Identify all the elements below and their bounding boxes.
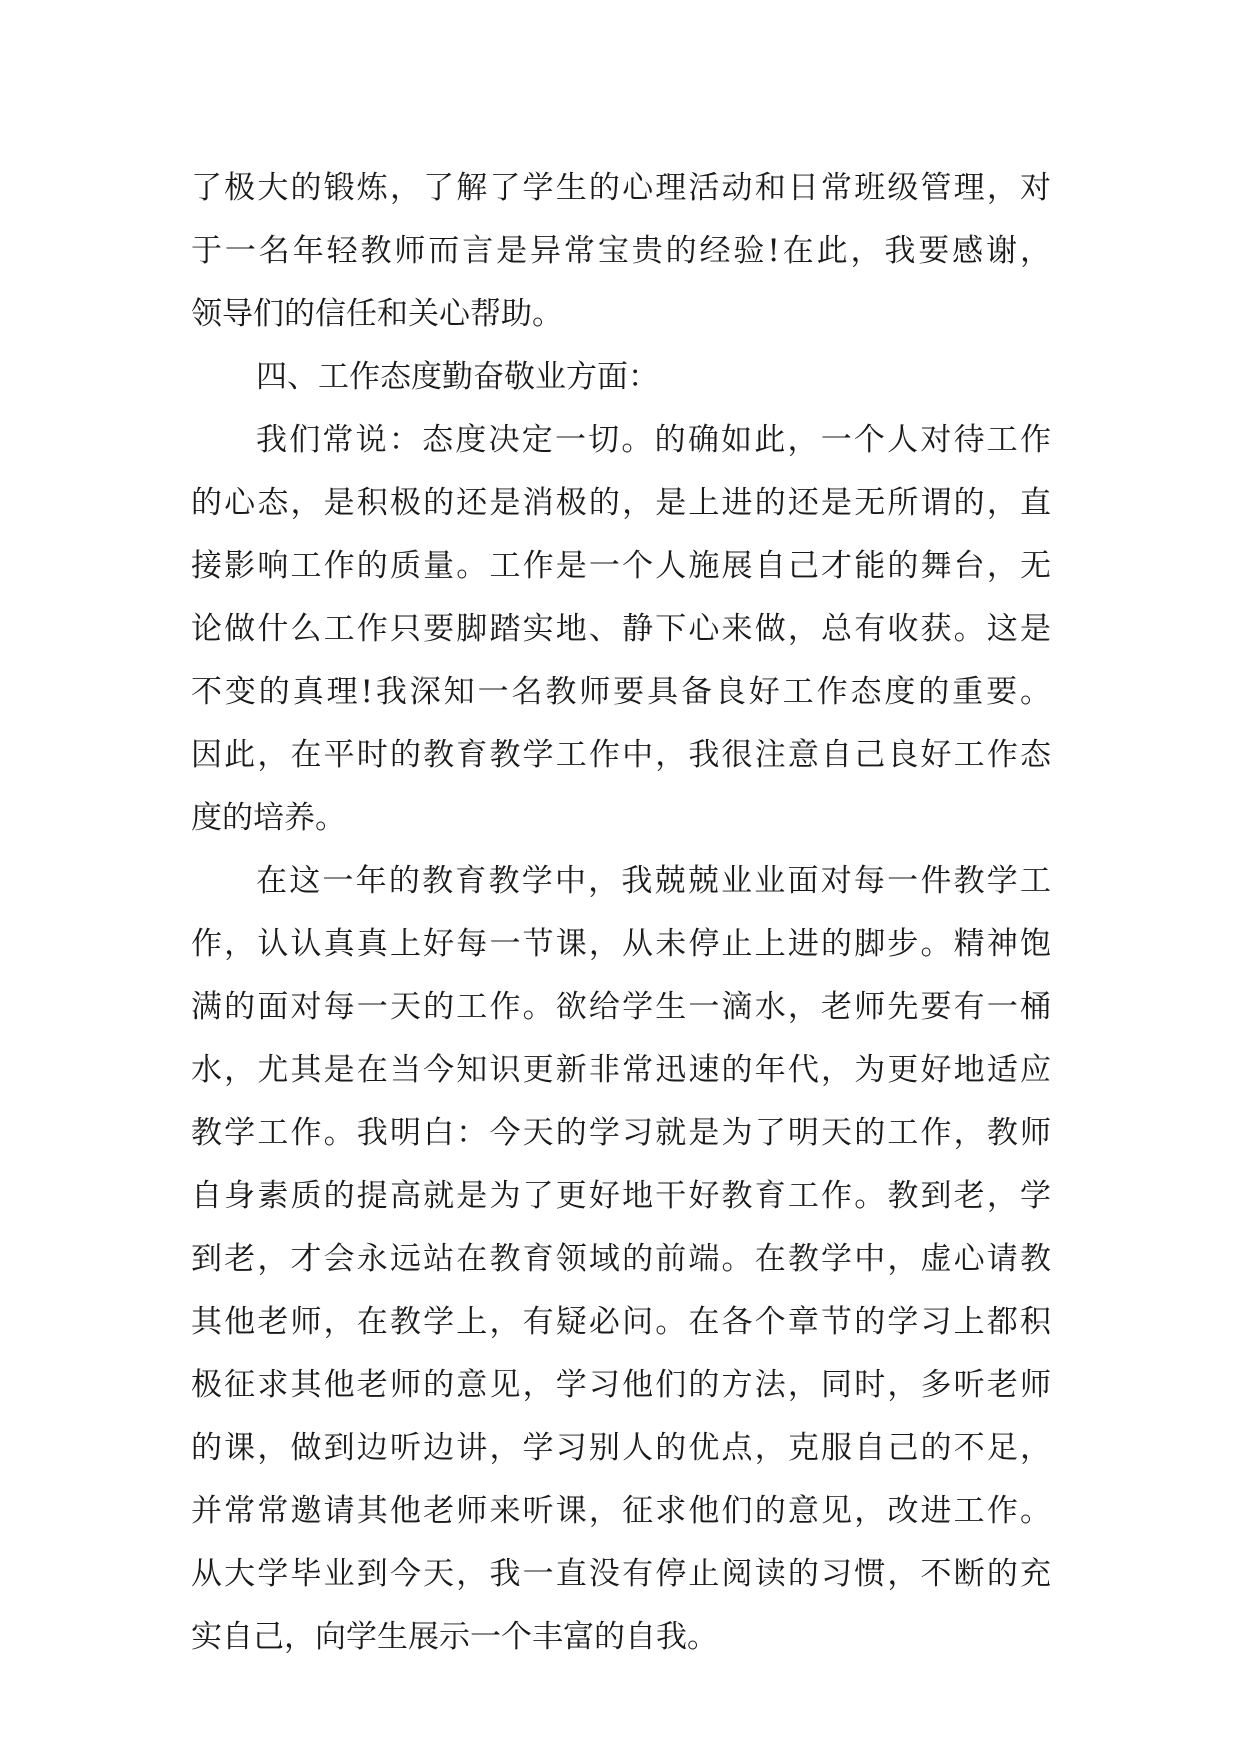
text-line: 极征求其他老师的意见，学习他们的方法，同时，多听老师 bbox=[191, 1367, 1051, 1403]
text-line: 接影响工作的质量。工作是一个人施展自己才能的舞台，无 bbox=[191, 548, 1051, 584]
text-line: 于一名年轻教师而言是异常宝贵的经验!在此，我要感谢， bbox=[191, 233, 1051, 269]
text-line: 水，尤其是在当今知识更新非常迅速的年代，为更好地适应 bbox=[191, 1052, 1051, 1088]
text-line: 满的面对每一天的工作。欲给学生一滴水，老师先要有一桶 bbox=[191, 989, 1051, 1025]
text-line: 度的培养。 bbox=[191, 800, 346, 836]
text-line: 我们常说：态度决定一切。的确如此，一个人对待工作 bbox=[256, 422, 1051, 458]
text-line: 教学工作。我明白：今天的学习就是为了明天的工作，教师 bbox=[191, 1115, 1051, 1151]
text-line: 的心态，是积极的还是消极的，是上进的还是无所谓的，直 bbox=[191, 485, 1051, 521]
text-line: 从大学毕业到今天，我一直没有停止阅读的习惯，不断的充 bbox=[191, 1556, 1051, 1592]
text-line: 因此，在平时的教育教学工作中，我很注意自己良好工作态 bbox=[191, 737, 1051, 773]
text-line: 作，认认真真上好每一节课，从未停止上进的脚步。精神饱 bbox=[191, 926, 1051, 962]
text-line: 领导们的信任和关心帮助。 bbox=[191, 296, 563, 332]
text-line: 不变的真理!我深知一名教师要具备良好工作态度的重要。 bbox=[191, 674, 1051, 710]
text-line: 的课，做到边听边讲，学习别人的优点，克服自己的不足， bbox=[191, 1430, 1051, 1466]
document-body bbox=[191, 157, 1051, 1669]
text-line: 并常常邀请其他老师来听课，征求他们的意见，改进工作。 bbox=[191, 1493, 1051, 1529]
text-line: 实自己，向学生展示一个丰富的自我。 bbox=[191, 1619, 718, 1655]
text-line: 论做什么工作只要脚踏实地、静下心来做，总有收获。这是 bbox=[191, 611, 1051, 647]
text-line: 到老，才会永远站在教育领域的前端。在教学中，虚心请教 bbox=[191, 1241, 1051, 1277]
text-line: 在这一年的教育教学中，我兢兢业业面对每一件教学工 bbox=[256, 863, 1051, 899]
text-line: 自身素质的提高就是为了更好地干好教育工作。教到老，学 bbox=[191, 1178, 1051, 1214]
text-line: 其他老师，在教学上，有疑必问。在各个章节的学习上都积 bbox=[191, 1304, 1051, 1340]
text-line: 了极大的锻炼，了解了学生的心理活动和日常班级管理，对 bbox=[191, 170, 1051, 206]
section-heading: 四、工作态度勤奋敬业方面： bbox=[256, 359, 659, 395]
